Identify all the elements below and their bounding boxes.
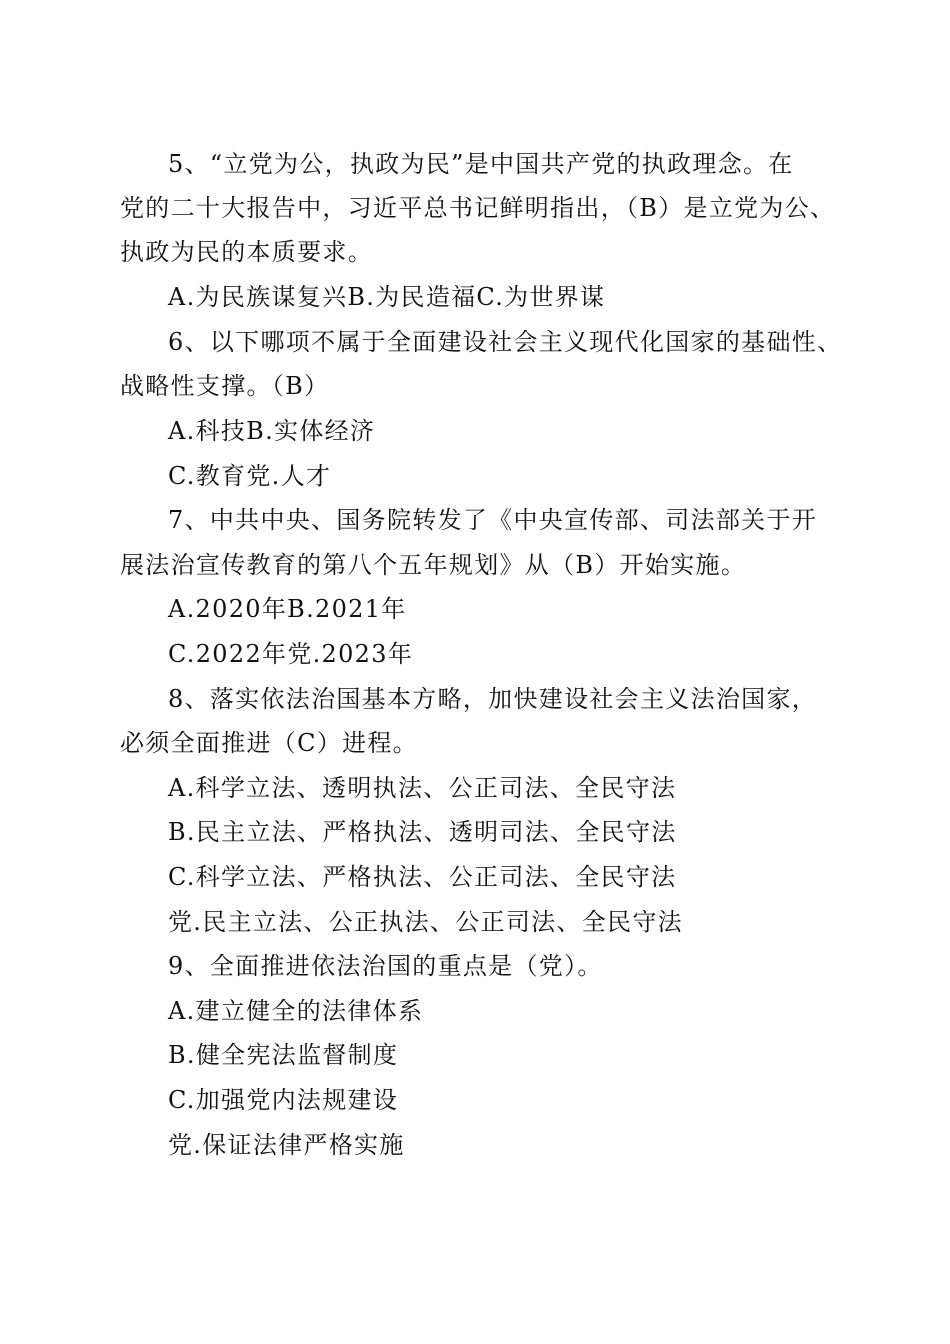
q7-line-1: 7、中共中央、国务院转发了《中央宣传部、司法部关于开 (168, 506, 818, 534)
q6-line-2: 战略性支撑。（B） (120, 372, 330, 400)
q5-line-2: 党的二十大报告中，习近平总书记鲜明指出，（B）是立党为公、 (120, 194, 836, 222)
q9-option-c: C.加强党内法规建设 (168, 1086, 399, 1114)
q9-option-b: B.健全宪法监督制度 (168, 1041, 399, 1069)
q7-options-ab: A.2020年B.2021年 (168, 595, 407, 623)
q9-option-a: A.建立健全的法律体系 (168, 997, 424, 1025)
q9-option-d: 党.保证法律严格实施 (168, 1131, 405, 1159)
q9-line-1: 9、全面推进依法治国的重点是（党）。 (168, 952, 603, 980)
q7-options-cd: C.2022年党.2023年 (168, 640, 414, 668)
q5-options: A.为民族谋复兴B.为民造福C.为世界谋 (168, 283, 606, 311)
q5-line-1: 5、“立党为公，执政为民”是中国共产党的执政理念。在 (168, 150, 794, 178)
q8-option-d: 党.民主立法、公正执法、公正司法、全民守法 (168, 908, 683, 936)
q8-option-a: A.科学立法、透明执法、公正司法、全民守法 (168, 774, 677, 802)
q8-line-2: 必须全面推进（C）进程。 (120, 729, 418, 757)
q7-line-2: 展法治宣传教育的第八个五年规划》从（B）开始实施。 (120, 551, 747, 579)
q8-option-b: B.民主立法、严格执法、透明司法、全民守法 (168, 818, 677, 846)
q6-line-1: 6、以下哪项不属于全面建设社会主义现代化国家的基础性、 (168, 328, 843, 356)
q8-option-c: C.科学立法、严格执法、公正司法、全民守法 (168, 863, 677, 891)
q6-options-ab: A.科技B.实体经济 (168, 417, 376, 445)
q8-line-1: 8、落实依法治国基本方略，加快建设社会主义法治国家， (168, 685, 818, 713)
q6-options-cd: C.教育党.人才 (168, 462, 332, 490)
q5-line-3: 执政为民的本质要求。 (120, 238, 373, 266)
